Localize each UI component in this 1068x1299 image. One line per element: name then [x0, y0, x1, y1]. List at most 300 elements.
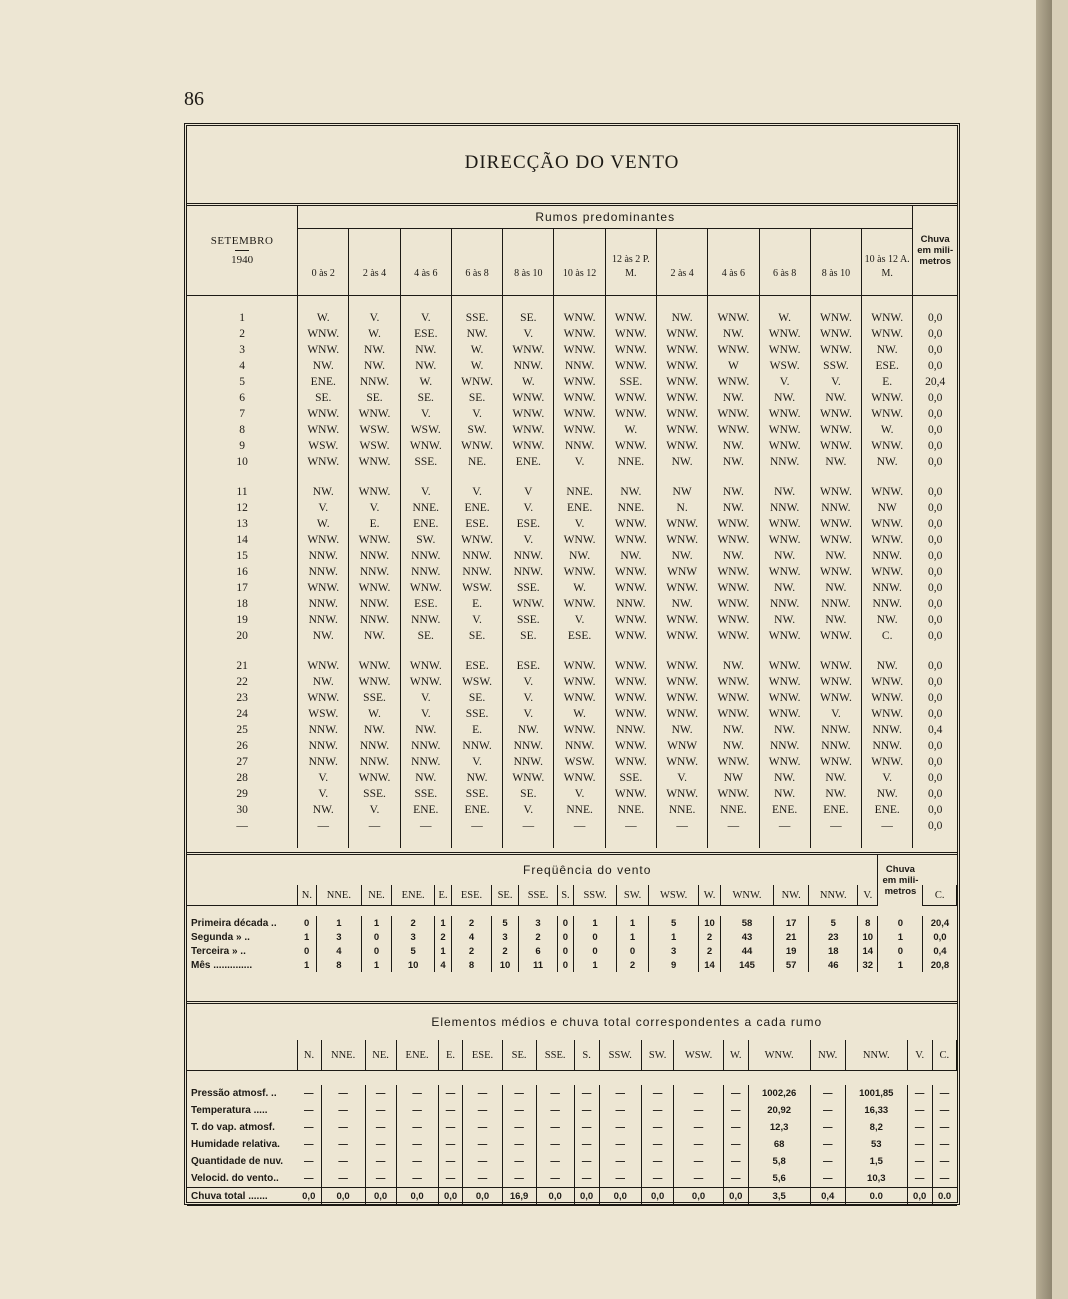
direction-cell: NNW.: [759, 500, 810, 516]
direction-cell: ESE.: [451, 516, 502, 532]
direction-cell: WNW.: [503, 406, 554, 422]
direction-cell: NW.: [605, 484, 656, 500]
elements-row: [187, 1136, 957, 1153]
direction-cell: V.: [503, 532, 554, 548]
direction-cell: —: [451, 818, 502, 834]
frequency-cell: 3: [317, 930, 361, 944]
direction-cell: WNW.: [656, 706, 707, 722]
elements-cell: —: [536, 1170, 574, 1188]
direction-cell: ESE.: [862, 358, 913, 374]
day-number: 24: [187, 706, 298, 722]
elements-cell: —: [502, 1102, 536, 1119]
elements-cell: —: [502, 1119, 536, 1136]
elements-column-header: NW.: [810, 1040, 845, 1071]
direction-cell: NW.: [298, 358, 349, 374]
direction-cell: V.: [349, 802, 400, 818]
frequency-cell: 1: [878, 958, 923, 972]
direction-cell: WNW.: [708, 612, 759, 628]
direction-cell: ENE.: [451, 802, 502, 818]
frequency-column-header: S.: [557, 885, 574, 906]
direction-cell: WNW.: [554, 674, 605, 690]
elements-cell: —: [502, 1153, 536, 1170]
direction-cell: WNW.: [298, 580, 349, 596]
rain-cell: 0,0: [927, 804, 943, 816]
direction-cell: SSW.: [810, 358, 861, 374]
day-row: [187, 738, 957, 754]
direction-cell: WNW: [656, 564, 707, 580]
direction-cell: W.: [503, 374, 554, 390]
day-number: 4: [187, 358, 298, 374]
direction-cell: WNW.: [862, 706, 913, 722]
elements-column-header: SSW.: [599, 1040, 641, 1071]
direction-cell: V.: [503, 706, 554, 722]
direction-cell: WNW.: [349, 658, 400, 674]
direction-cell: WNW.: [503, 390, 554, 406]
direction-cell: NNW.: [554, 738, 605, 754]
direction-cell: WNW.: [759, 532, 810, 548]
direction-cell: WNW.: [759, 326, 810, 342]
frequency-cell: 11: [519, 958, 557, 972]
rain-cell: 20,8: [930, 959, 950, 971]
elements-cell: 5,6: [748, 1170, 810, 1188]
direction-cell: —: [656, 818, 707, 834]
day-number: 30: [187, 802, 298, 818]
direction-cell: WNW.: [810, 438, 861, 454]
direction-cell: NW.: [759, 786, 810, 802]
direction-cell: NW.: [862, 658, 913, 674]
direction-cell: WNW.: [656, 612, 707, 628]
direction-cell: WNW.: [862, 564, 913, 580]
rain-cell: 0,0: [927, 708, 943, 720]
frequency-cell: 0: [297, 944, 317, 958]
page-edge: [1036, 0, 1052, 1299]
day-number: 1: [187, 310, 298, 326]
direction-cell: WNW.: [503, 438, 554, 454]
direction-cell: WNW.: [656, 754, 707, 770]
frequency-cell: 57: [773, 958, 808, 972]
direction-cell: SSE.: [400, 786, 451, 802]
direction-cell: NNW.: [862, 738, 913, 754]
direction-cell: NW.: [810, 786, 861, 802]
direction-cell: WNW.: [708, 516, 759, 532]
direction-cell: NW.: [759, 580, 810, 596]
direction-cell: SSE.: [451, 786, 502, 802]
direction-cell: WNW.: [759, 690, 810, 706]
frequency-column-header: WNW.: [721, 885, 774, 906]
direction-cell: WNW.: [759, 706, 810, 722]
direction-cell: WNW.: [708, 406, 759, 422]
elements-cell: —: [642, 1153, 674, 1170]
direction-cell: NNW.: [451, 564, 502, 580]
direction-cell: W.: [349, 706, 400, 722]
direction-cell: V.: [451, 612, 502, 628]
elements-column-header: WSW.: [674, 1040, 724, 1071]
frequency-section: [187, 852, 957, 972]
direction-cell: WNW.: [554, 342, 605, 358]
row-label: Terceira » ..: [191, 945, 246, 957]
rain-cell: 0,0: [927, 692, 943, 704]
rain-cell: 0,0: [933, 931, 947, 943]
frequency-cell: 0: [557, 930, 574, 944]
rain-cell: 0,0: [927, 392, 943, 404]
direction-cell: ENE.: [400, 516, 451, 532]
frequency-cell: 21: [773, 930, 808, 944]
direction-cell: WNW.: [605, 438, 656, 454]
frequency-cell: 2: [699, 930, 721, 944]
day-number: 28: [187, 770, 298, 786]
elements-column-header: N.: [297, 1040, 321, 1071]
elements-cell: 0,0: [642, 1188, 674, 1206]
rain-cell: 0,0: [927, 788, 943, 800]
direction-cell: SSE.: [503, 580, 554, 596]
direction-cell: WNW.: [605, 342, 656, 358]
frequency-cell: 1: [297, 930, 317, 944]
frequency-row: [187, 930, 957, 944]
direction-cell: WNW.: [708, 342, 759, 358]
direction-cell: V.: [554, 516, 605, 532]
direction-cell: WNW.: [605, 786, 656, 802]
direction-cell: WNW.: [810, 532, 861, 548]
direction-cell: WNW.: [862, 406, 913, 422]
rain-cell: 0,0: [927, 676, 943, 688]
direction-cell: WNW.: [554, 390, 605, 406]
direction-cell: WNW.: [810, 674, 861, 690]
day-row: [187, 406, 957, 422]
day-number: 9: [187, 438, 298, 454]
direction-cell: V.: [400, 690, 451, 706]
day-row: [187, 438, 957, 454]
direction-cell: WNW.: [708, 628, 759, 644]
direction-cell: WNW.: [298, 422, 349, 438]
elements-cell: 16,9: [502, 1188, 536, 1206]
direction-cell: W.: [862, 422, 913, 438]
frequency-column-header: NNW.: [809, 885, 858, 906]
rain-cell: 0,0: [927, 360, 943, 372]
elements-cell: —: [396, 1085, 438, 1102]
elements-column-header: W.: [723, 1040, 748, 1071]
rain-cell: 0,0: [927, 328, 943, 340]
day-number: 5: [187, 374, 298, 390]
direction-cell: —: [503, 818, 554, 834]
direction-cell: NW.: [759, 484, 810, 500]
elements-cell: 0,0: [574, 1188, 599, 1206]
direction-cell: W.: [605, 422, 656, 438]
frequency-cell: 0: [878, 916, 923, 930]
elements-cell: —: [810, 1085, 845, 1102]
direction-cell: ESE.: [554, 628, 605, 644]
frequency-cell: 58: [721, 916, 774, 930]
elements-column-header: ENE.: [396, 1040, 438, 1071]
direction-cell: NW.: [298, 674, 349, 690]
frequency-cell: 0: [574, 944, 617, 958]
elements-row: [187, 1188, 957, 1206]
frequency-cell: 3: [392, 930, 434, 944]
direction-cell: E.: [451, 596, 502, 612]
direction-cell: NW.: [708, 438, 759, 454]
elements-cell: —: [907, 1102, 932, 1119]
direction-cell: WNW.: [810, 406, 861, 422]
elements-cell: —: [297, 1153, 321, 1170]
day-row: [187, 802, 957, 818]
elements-cell: 3,5: [748, 1188, 810, 1206]
time-column-header: 8 às 10: [503, 229, 554, 296]
rain-cell: 20,4: [930, 917, 950, 929]
elements-cell: 53: [845, 1136, 907, 1153]
direction-cell: NNW.: [298, 738, 349, 754]
rain-cell: 0,0: [927, 820, 943, 832]
direction-cell: SE.: [349, 390, 400, 406]
title-box: [187, 126, 957, 206]
direction-cell: SE.: [400, 628, 451, 644]
direction-cell: WNW.: [451, 438, 502, 454]
direction-cell: SE.: [451, 628, 502, 644]
direction-cell: NNW.: [605, 722, 656, 738]
elements-cell: —: [463, 1119, 502, 1136]
frequency-column-header: WSW.: [649, 885, 699, 906]
direction-cell: V.: [503, 326, 554, 342]
direction-cell: NNW.: [759, 596, 810, 612]
direction-cell: WNW.: [656, 390, 707, 406]
direction-cell: —: [400, 818, 451, 834]
day-number: 18: [187, 596, 298, 612]
elements-row: [187, 1153, 957, 1170]
direction-cell: W: [708, 358, 759, 374]
direction-cell: WNW.: [810, 564, 861, 580]
direction-cell: WNW.: [605, 326, 656, 342]
elements-column-header: V.: [907, 1040, 932, 1071]
elements-cell: —: [536, 1119, 574, 1136]
direction-cell: W.: [298, 310, 349, 326]
frequency-column-header: SSE.: [519, 885, 557, 906]
day-row: [187, 580, 957, 596]
elements-cell: —: [365, 1102, 396, 1119]
direction-cell: WNW.: [298, 532, 349, 548]
direction-cell: V.: [503, 690, 554, 706]
elements-cell: —: [574, 1170, 599, 1188]
direction-cell: NW.: [862, 612, 913, 628]
direction-cell: NW.: [656, 596, 707, 612]
elements-cell: 12,3: [748, 1119, 810, 1136]
elements-cell: 0,0: [463, 1188, 502, 1206]
elements-cell: 1,5: [845, 1153, 907, 1170]
elements-cell: —: [907, 1170, 932, 1188]
elements-cell: —: [574, 1102, 599, 1119]
direction-cell: WNW.: [862, 754, 913, 770]
elements-column-header: NNW.: [845, 1040, 907, 1071]
elements-cell: —: [502, 1136, 536, 1153]
direction-cell: NNE.: [656, 802, 707, 818]
direction-cell: V.: [349, 500, 400, 516]
day-number: 17: [187, 580, 298, 596]
time-column-header: 4 às 6: [400, 229, 451, 296]
direction-cell: WNW.: [298, 658, 349, 674]
direction-cell: WNW.: [656, 532, 707, 548]
elements-cell: —: [723, 1102, 748, 1119]
direction-cell: NW.: [349, 358, 400, 374]
elements-cell: 16,33: [845, 1102, 907, 1119]
frequency-column-header: N.: [297, 885, 317, 906]
frequency-cell: 14: [858, 944, 878, 958]
direction-cell: SE.: [503, 628, 554, 644]
elements-cell: 0,0: [599, 1188, 641, 1206]
direction-cell: —: [759, 818, 810, 834]
frequency-cell: 1: [878, 930, 923, 944]
spacer-row: [187, 906, 957, 917]
day-row: [187, 786, 957, 802]
direction-cell: ENE.: [810, 802, 861, 818]
direction-cell: WNW.: [810, 326, 861, 342]
direction-cell: WNW.: [708, 374, 759, 390]
day-row: [187, 628, 957, 644]
frequency-cell: 2: [452, 944, 491, 958]
direction-cell: WNW.: [554, 310, 605, 326]
elements-row: [187, 1102, 957, 1119]
direction-cell: WNW.: [656, 406, 707, 422]
direction-cell: —: [349, 818, 400, 834]
day-number: 12: [187, 500, 298, 516]
direction-cell: WNW.: [656, 342, 707, 358]
elements-cell: —: [396, 1136, 438, 1153]
direction-cell: V.: [554, 786, 605, 802]
direction-cell: WNW.: [554, 596, 605, 612]
elements-cell: 1002,26: [748, 1085, 810, 1102]
frequency-cell: 6: [519, 944, 557, 958]
elements-cell: —: [810, 1153, 845, 1170]
elements-cell: —: [297, 1119, 321, 1136]
direction-cell: WNW.: [810, 310, 861, 326]
row-label: Chuva total .......: [191, 1191, 268, 1202]
frequency-cell: 0: [616, 944, 648, 958]
direction-cell: WNW.: [451, 532, 502, 548]
frequency-cell: 43: [721, 930, 774, 944]
elements-cell: —: [642, 1102, 674, 1119]
elements-table: [187, 1004, 957, 1206]
direction-cell: WNW.: [503, 770, 554, 786]
day-number: 13: [187, 516, 298, 532]
direction-cell: WNW.: [298, 454, 349, 470]
direction-cell: NW.: [451, 770, 502, 786]
frequency-cell: 1: [574, 958, 617, 972]
direction-cell: NNW.: [349, 374, 400, 390]
day-number: 10: [187, 454, 298, 470]
frequency-column-header: NW.: [773, 885, 808, 906]
direction-cell: NW.: [759, 722, 810, 738]
day-row: [187, 390, 957, 406]
direction-cell: WNW.: [605, 612, 656, 628]
elements-cell: 0,0: [723, 1188, 748, 1206]
elements-row: [187, 1119, 957, 1136]
direction-cell: ENE.: [554, 500, 605, 516]
direction-cell: NW.: [810, 580, 861, 596]
direction-cell: ENE.: [451, 500, 502, 516]
elements-cell: 0,0: [536, 1188, 574, 1206]
rain-cell: 0,0: [927, 424, 943, 436]
elements-cell: —: [438, 1136, 463, 1153]
direction-cell: W.: [451, 358, 502, 374]
direction-cell: WNW.: [862, 438, 913, 454]
elements-cell: —: [396, 1102, 438, 1119]
day-row: [187, 358, 957, 374]
direction-cell: NNW.: [400, 548, 451, 564]
elements-cell: 1001,85: [845, 1085, 907, 1102]
direction-cell: NW.: [862, 342, 913, 358]
frequency-cell: 2: [616, 958, 648, 972]
frequency-column-header: ENE.: [392, 885, 434, 906]
elements-cell: —: [396, 1170, 438, 1188]
direction-cell: WNW.: [708, 786, 759, 802]
direction-cell: W.: [759, 310, 810, 326]
rain-cell: 0,0: [927, 598, 943, 610]
direction-cell: NNE.: [554, 802, 605, 818]
direction-cell: NW.: [349, 722, 400, 738]
direction-cell: N.: [656, 500, 707, 516]
direction-cell: NW.: [298, 802, 349, 818]
direction-cell: SSE.: [451, 310, 502, 326]
direction-cell: NW.: [503, 722, 554, 738]
direction-cell: V.: [400, 310, 451, 326]
row-label: Segunda » ..: [191, 931, 250, 943]
direction-cell: WNW.: [810, 754, 861, 770]
direction-cell: V.: [298, 770, 349, 786]
elements-cell: —: [599, 1170, 641, 1188]
direction-cell: E.: [451, 722, 502, 738]
direction-cell: WNW.: [605, 564, 656, 580]
frequency-cell: 19: [773, 944, 808, 958]
direction-cell: WNW.: [708, 690, 759, 706]
direction-cell: V.: [400, 406, 451, 422]
elements-cell: —: [574, 1153, 599, 1170]
rain-cell: 0,4: [927, 724, 943, 736]
elements-cell: —: [297, 1170, 321, 1188]
rain-header: Chuva em mili- metros: [913, 206, 957, 296]
frequency-group-header: Freqüência do vento: [297, 855, 878, 885]
direction-cell: SSE.: [400, 454, 451, 470]
direction-cell: SW.: [451, 422, 502, 438]
direction-cell: ESE.: [451, 658, 502, 674]
elements-column-header: ESE.: [463, 1040, 502, 1071]
direction-cell: NNW.: [349, 754, 400, 770]
direction-cell: WSW.: [298, 438, 349, 454]
direction-cell: WNW.: [810, 484, 861, 500]
direction-cell: WNW.: [349, 580, 400, 596]
direction-cell: WNW.: [656, 438, 707, 454]
elements-cell: —: [642, 1119, 674, 1136]
direction-cell: WNW.: [400, 658, 451, 674]
frequency-cell: 1: [616, 930, 648, 944]
direction-cell: NW.: [708, 484, 759, 500]
direction-cell: NNW.: [298, 754, 349, 770]
day-row: [187, 454, 957, 470]
day-row: [187, 754, 957, 770]
frequency-cell: 1: [361, 916, 392, 930]
direction-cell: V.: [400, 706, 451, 722]
day-number: 7: [187, 406, 298, 422]
elements-cell: —: [536, 1136, 574, 1153]
direction-cell: NNW.: [503, 738, 554, 754]
direction-cell: ESE.: [503, 658, 554, 674]
elements-cell: —: [674, 1136, 724, 1153]
direction-cell: V.: [862, 770, 913, 786]
direction-cell: NNE.: [708, 802, 759, 818]
rain-cell: 0,0: [927, 614, 943, 626]
frequency-cell: 1: [434, 916, 452, 930]
direction-cell: V.: [759, 374, 810, 390]
frequency-column-header: SSW.: [574, 885, 617, 906]
direction-cell: WNW.: [759, 422, 810, 438]
direction-cell: WNW.: [554, 770, 605, 786]
direction-cell: WNW.: [605, 706, 656, 722]
direction-cell: E.: [349, 516, 400, 532]
